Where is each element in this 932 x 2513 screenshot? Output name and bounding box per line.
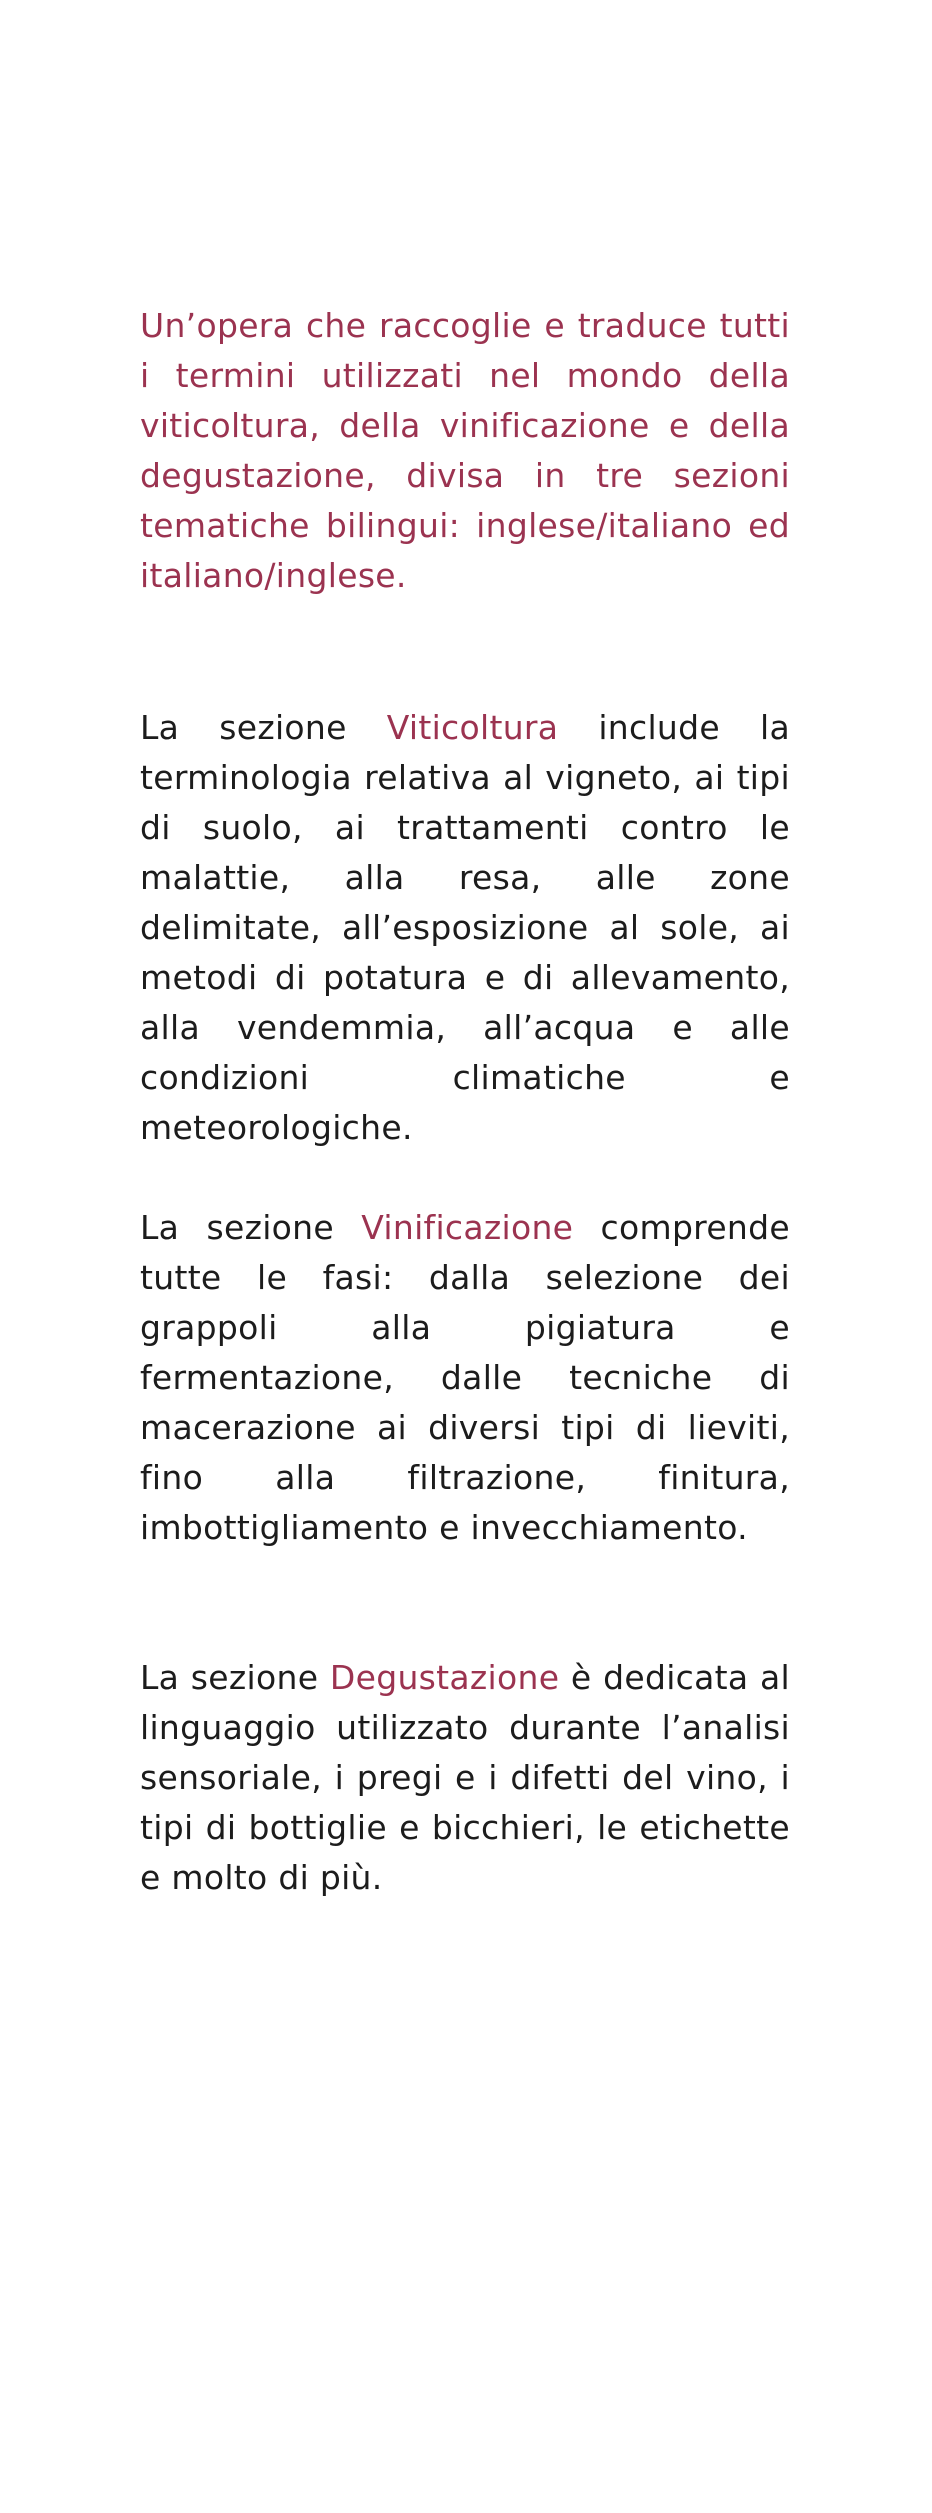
paragraph-body: include la terminologia relativa al vigneto, ai tipi di suolo, ai trattamenti contro le malattie, alla resa, alle zone delimitate, all’esposizione al sole, ai metodi di potatura e di allevamento, alla vendemmia, all’acqua e alle condizioni climatiche e meteorologiche. [140,708,790,1147]
section-name-degustazione: Degustazione [329,1658,560,1697]
section-name-viticoltura: Viticoltura [386,708,559,747]
paragraph-lead: La sezione [140,1658,330,1697]
section-name-vinificazione: Vinificazione [361,1208,574,1247]
paragraph-lead: La sezione [140,1208,362,1247]
degustazione-paragraph [140,1653,790,1903]
paragraph-body: è dedicata al linguaggio utilizzato durante l’analisi sensoriale, i pregi e i difetti del vino, i tipi di bottiglie e bicchieri, le etichette e molto di più. [140,1658,790,1897]
paragraph-lead: La sezione [140,708,387,747]
viticoltura-paragraph [140,703,790,1153]
intro-paragraph: Un’opera che raccoglie e traduce tutti i termini utilizzati nel mondo della viticoltura, della vinificazione e della degustazione, divisa in tre sezioni tematiche bilingui: inglese/italiano ed italiano/inglese. [140,306,790,595]
paragraph-body: comprende tutte le fasi: dalla selezione dei grappoli alla pigiatura e fermentazione, dalle tecniche di macerazione ai diversi tipi di lieviti, fino alla filtrazione, finitura, imbottigliamento e invecchiamento. [140,1208,790,1547]
vinificazione-paragraph [140,1203,790,1553]
